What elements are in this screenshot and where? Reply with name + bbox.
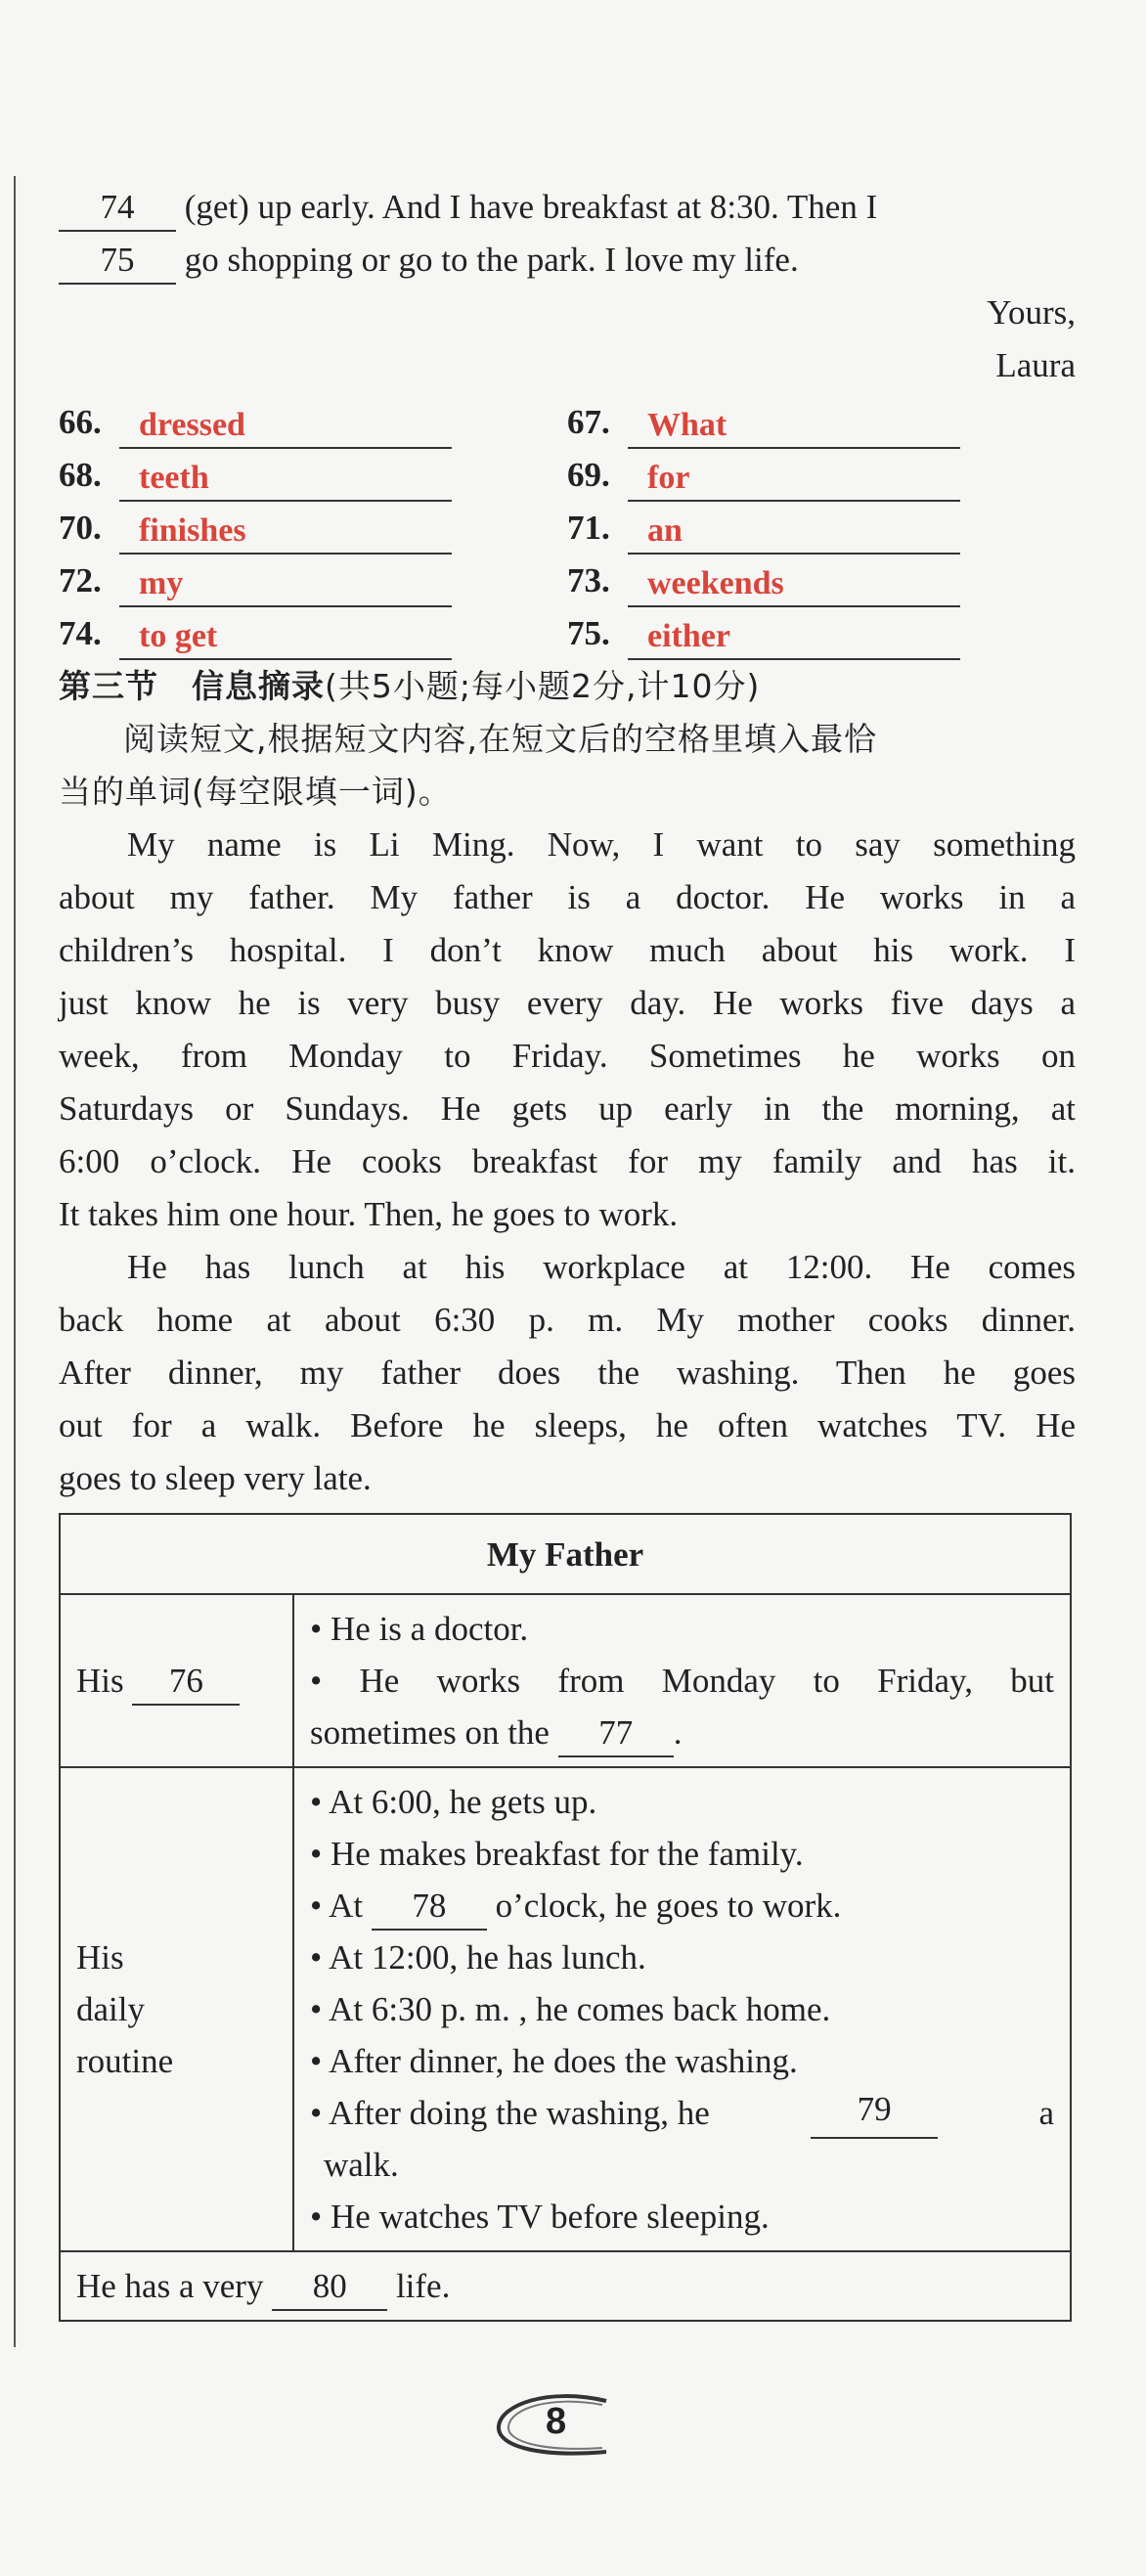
- answer-number: 74.: [59, 614, 102, 652]
- answer-number: 75.: [567, 614, 610, 652]
- answer-number: 66.: [59, 403, 102, 441]
- page-number: 8: [546, 2401, 567, 2442]
- letter-text-2: go shopping or go to the park. I love my life.: [184, 241, 799, 279]
- letter-closing: Yours,: [987, 293, 1076, 332]
- answer-number: 69.: [567, 456, 610, 494]
- passage-line: back home at about 6:30 p. m. My mother cooks dinner.: [59, 1301, 1076, 1339]
- instruction-line-1: 阅读短文,根据短文内容,在短文后的空格里填入最恰: [123, 720, 877, 758]
- row-label-text: routine: [76, 2042, 174, 2080]
- table-bullet: [310, 1880, 1054, 1932]
- passage-paragraph-1: [59, 819, 1076, 1241]
- letter-line-1: [59, 181, 1076, 234]
- answer-row: [59, 396, 1076, 449]
- row-content: [293, 1767, 1071, 2251]
- passage-line: just know he is very busy every day. He works five days a: [59, 984, 1076, 1022]
- table-bullet: • He is a doctor.: [310, 1610, 529, 1648]
- answer-row: [59, 502, 1076, 555]
- answer-word: either: [628, 615, 960, 660]
- answer-number: 73.: [567, 561, 610, 600]
- margin-rule: [14, 176, 16, 2347]
- table-row: [60, 1594, 1071, 1767]
- blank-76: 76: [132, 1659, 240, 1706]
- table-bullet-continued: walk.: [324, 2146, 399, 2184]
- blank-74: 74: [59, 185, 176, 232]
- answer-word: finishes: [119, 510, 452, 555]
- table-bullet: • He makes breakfast for the family.: [310, 1835, 804, 1873]
- table-row: [60, 2251, 1071, 2321]
- answer-row: [59, 607, 1076, 660]
- row-label-text: His: [76, 1938, 124, 1976]
- blank-79: 79: [811, 2087, 938, 2139]
- answer-number: 72.: [59, 561, 102, 600]
- letter-text-1: (get) up early. And I have breakfast at 8:30. Then I: [184, 188, 878, 226]
- answer-word: for: [628, 457, 960, 502]
- answer-row: [59, 555, 1076, 607]
- letter-line-2: [59, 234, 1076, 287]
- answer-word: weekends: [628, 562, 960, 607]
- bullet-text: a: [1038, 2094, 1054, 2132]
- page-number-badge: [489, 2391, 626, 2460]
- passage-line: week, from Monday to Friday. Sometimes he works on: [59, 1037, 1076, 1075]
- row-label-text: His: [76, 1662, 124, 1700]
- answer-word: my: [119, 562, 452, 607]
- passage-line: He has lunch at his workplace at 12:00. He comes: [127, 1248, 1076, 1286]
- passage-line: Saturdays or Sundays. He gets up early in the morning, at: [59, 1089, 1076, 1128]
- answer-number: 67.: [567, 403, 610, 441]
- summary-table: [59, 1513, 1072, 2322]
- letter-signature: Laura: [995, 346, 1076, 384]
- row-content: [293, 1594, 1071, 1767]
- table-bullet: • At 6:30 p. m. , he comes back home.: [310, 1990, 831, 2028]
- blank-75: 75: [59, 238, 176, 285]
- passage-line: children’s hospital. I don’t know much about his work. I: [59, 931, 1076, 969]
- answer-number: 68.: [59, 456, 102, 494]
- passage-line: out for a walk. Before he sleeps, he often watches TV. He: [59, 1406, 1076, 1444]
- table-bullet: • After dinner, he does the washing.: [310, 2042, 798, 2080]
- blank-78: 78: [372, 1884, 487, 1931]
- answer-word: teeth: [119, 457, 452, 502]
- answer-word: What: [628, 404, 960, 449]
- passage-line: 6:00 o’clock. He cooks breakfast for my family and has it.: [59, 1142, 1076, 1180]
- passage-line: goes to sleep very late.: [59, 1459, 372, 1497]
- passage-paragraph-2: [59, 1241, 1076, 1505]
- passage-line: about my father. My father is a doctor. He works in a: [59, 878, 1076, 916]
- table-bullet: • He works from Monday to Friday, but: [310, 1662, 1054, 1700]
- footer-text: He has a very: [76, 2267, 264, 2305]
- passage-line: It takes him one hour. Then, he goes to work.: [59, 1195, 679, 1233]
- table-bullet: • At 6:00, he gets up.: [310, 1783, 597, 1821]
- section-title: 第三节 信息摘录: [59, 667, 325, 705]
- answer-row: [59, 449, 1076, 502]
- row-label-text: daily: [76, 1990, 145, 2028]
- table-bullet-continued: [310, 1707, 1054, 1758]
- page-content: [59, 181, 1076, 2322]
- bullet-text: .: [673, 1713, 683, 1752]
- table-bullet: • At 12:00, he has lunch.: [310, 1938, 646, 1976]
- passage-line: My name is Li Ming. Now, I want to say something: [127, 825, 1076, 864]
- table-bullet: [310, 2087, 1054, 2139]
- bullet-text: o’clock, he goes to work.: [495, 1887, 842, 1925]
- instruction-line-2: 当的单词(每空限填一词)。: [59, 773, 452, 811]
- table-bullet: • He watches TV before sleeping.: [310, 2198, 770, 2236]
- answer-word: an: [628, 510, 960, 555]
- answer-number: 71.: [567, 509, 610, 547]
- blank-80: 80: [272, 2264, 387, 2311]
- bullet-text: • After doing the washing, he: [310, 2094, 710, 2132]
- table-row: [60, 1767, 1071, 2251]
- footer-text: life.: [395, 2267, 451, 2305]
- passage-line: After dinner, my father does the washing. Then he goes: [59, 1354, 1076, 1392]
- bullet-text: • At: [310, 1887, 364, 1925]
- section-note: (共5小题;每小题2分,计10分): [325, 667, 761, 705]
- table-footer: [60, 2251, 1071, 2321]
- bullet-text: sometimes on the: [310, 1713, 550, 1752]
- blank-77: 77: [558, 1710, 674, 1757]
- section-heading: [59, 660, 1076, 713]
- row-label-his: [60, 1594, 293, 1767]
- answer-word: dressed: [119, 404, 452, 449]
- table-header: My Father: [60, 1514, 1071, 1594]
- row-label-routine: [60, 1767, 293, 2251]
- answer-number: 70.: [59, 509, 102, 547]
- answer-word: to get: [119, 615, 452, 660]
- answer-grid: [59, 396, 1076, 660]
